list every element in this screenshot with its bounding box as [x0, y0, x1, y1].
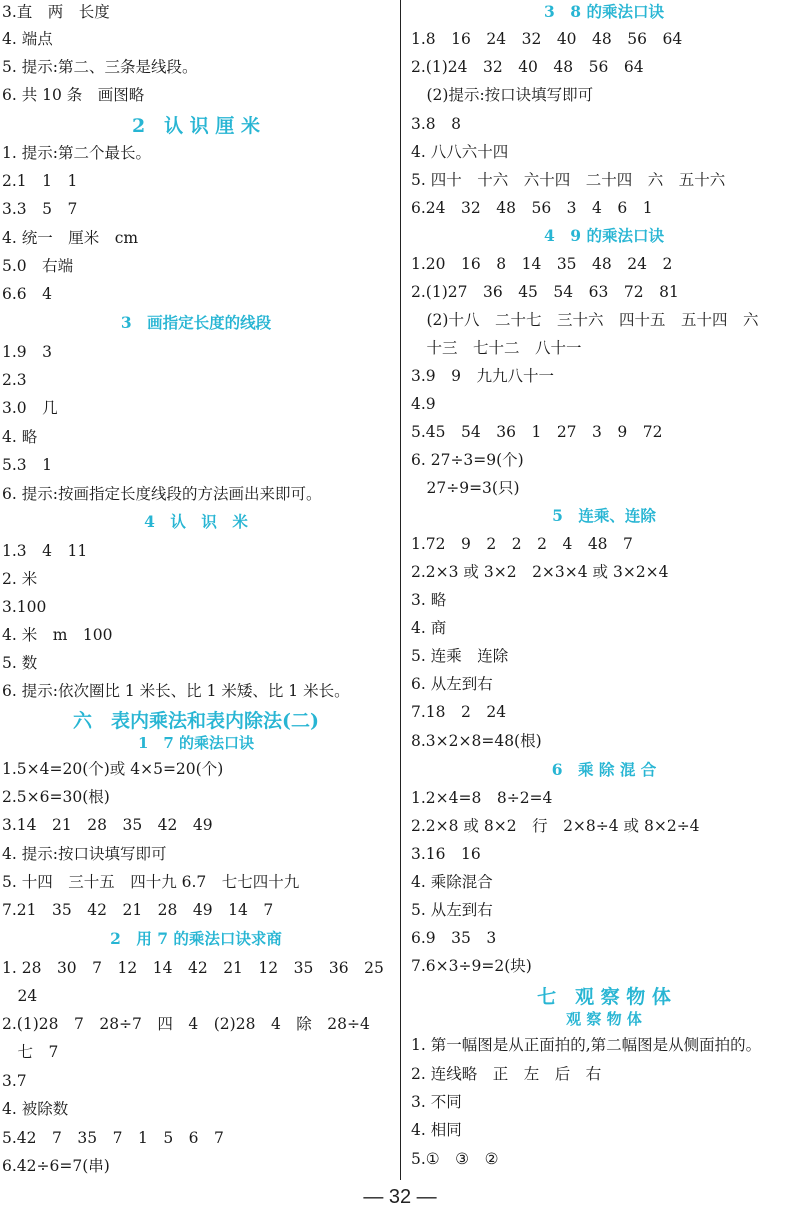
answer-line: 3.14 21 28 35 42 49 — [2, 816, 213, 834]
answer-line: 2.1 1 1 — [2, 172, 78, 190]
answer-line: 4. 统一 厘米 cm — [2, 229, 139, 247]
answer-line: 4. 提示:按口诀填写即可 — [2, 845, 167, 863]
answer-line: 5. 十四 三十五 四十九 6.7 七七四十九 — [2, 873, 300, 891]
answer-line: 1.72 9 2 2 2 4 48 7 — [411, 535, 633, 553]
answer-line: (2)十八 二十七 三十六 四十五 五十四 六 — [411, 311, 759, 329]
answer-line: 4. 端点 — [2, 30, 53, 48]
answer-line: 1.3 4 11 — [2, 542, 88, 560]
answer-line: (2)提示:按口诀填写即可 — [411, 86, 594, 104]
answer-line: 1.20 16 8 14 35 48 24 2 — [411, 255, 673, 273]
answer-line: 3.100 — [2, 598, 47, 616]
answer-line: 24 — [2, 987, 38, 1005]
answer-line: 1. 28 30 7 12 14 42 21 12 35 36 25 — [2, 959, 384, 977]
answer-line: 6.9 35 3 — [411, 929, 497, 947]
answer-line: 6. 27÷3=9(个) — [411, 451, 524, 469]
section-heading: 5 连乘、连除 — [552, 506, 656, 525]
section-heading: 4 认 识 米 — [144, 512, 248, 531]
answer-line: 5. 数 — [2, 654, 38, 672]
section-heading: 2 认 识 厘 米 — [131, 115, 261, 137]
answer-line: 5.45 54 36 1 27 3 9 72 — [411, 423, 663, 441]
page-number: — 32 — — [363, 1186, 437, 1208]
answer-line: 2. 连线略 正 左 后 右 — [411, 1065, 602, 1083]
answer-line: 2. 米 — [2, 570, 38, 588]
answer-line: 2.(1)28 7 28÷7 四 4 (2)28 4 除 28÷4 — [2, 1015, 370, 1033]
section-heading: 3 画指定长度的线段 — [120, 313, 272, 332]
answer-line: 7.21 35 42 21 28 49 14 7 — [2, 901, 274, 919]
section-heading: 七 观 察 物 体 — [537, 986, 671, 1008]
section-heading: 4 9 的乘法口诀 — [544, 226, 664, 245]
answer-line: 5. 四十 十六 六十四 二十四 六 五十六 — [411, 171, 726, 189]
answer-line: 27÷9=3(只) — [411, 479, 520, 497]
column-divider — [400, 0, 401, 1180]
answer-line: 4. 略 — [2, 428, 38, 446]
answer-line: 1.2×4=8 8÷2=4 — [411, 789, 553, 807]
answer-line: 2.(1)27 36 45 54 63 72 81 — [411, 283, 679, 301]
answer-line: 4. 相同 — [411, 1121, 462, 1139]
answer-line: 5.42 7 35 7 1 5 6 7 — [2, 1129, 224, 1147]
answer-line: 5.3 1 — [2, 456, 53, 474]
section-heading: 3 8 的乘法口诀 — [544, 2, 664, 21]
answer-line: 5. 从左到右 — [411, 901, 493, 919]
answer-line: 2.5×6=30(根) — [2, 788, 110, 806]
answer-line: 1. 第一幅图是从正面拍的,第二幅图是从侧面拍的。 — [411, 1036, 762, 1054]
answer-line: 4. 商 — [411, 619, 447, 637]
answer-line: 6.24 32 48 56 3 4 6 1 — [411, 199, 653, 217]
answer-line: 3.0 几 — [2, 399, 58, 417]
answer-line: 4. 被除数 — [2, 1100, 69, 1118]
answer-line: 6.6 4 — [2, 285, 53, 303]
answer-line: 4. 米 m 100 — [2, 626, 113, 644]
answer-line: 1. 提示:第二个最长。 — [2, 144, 151, 162]
section-heading: 6 乘 除 混 合 — [551, 760, 657, 779]
answer-line: 2.(1)24 32 40 48 56 64 — [411, 58, 644, 76]
answer-line: 1.9 3 — [2, 343, 53, 361]
answer-line: 4. 乘除混合 — [411, 873, 493, 891]
answer-line: 5. 连乘 连除 — [411, 647, 509, 665]
answer-line: 十三 七十二 八十一 — [411, 339, 582, 357]
section-heading: 六 表内乘法和表内除法(二) — [73, 710, 319, 732]
answer-line: 5. 提示:第二、三条是线段。 — [2, 58, 198, 76]
answer-line: 1.8 16 24 32 40 48 56 64 — [411, 30, 683, 48]
answer-line: 3.3 5 7 — [2, 200, 78, 218]
answer-line: 3.16 16 — [411, 845, 481, 863]
answer-line: 2.2×3 或 3×2 2×3×4 或 3×2×4 — [411, 563, 669, 581]
answer-line: 6. 从左到右 — [411, 675, 493, 693]
answer-line: 6.42÷6=7(串) — [2, 1157, 110, 1175]
section-heading: 1 7 的乘法口诀 — [137, 734, 255, 752]
answer-line: 1.5×4=20(个)或 4×5=20(个) — [2, 760, 224, 778]
answer-line: 5.① ③ ② — [411, 1150, 499, 1168]
answer-line: 2.2×8 或 8×2 行 2×8÷4 或 8×2÷4 — [411, 817, 700, 835]
answer-line: 8.3×2×8=48(根) — [411, 732, 542, 750]
answer-line: 4. 八八六十四 — [411, 143, 509, 161]
answer-line: 6. 共 10 条 画图略 — [2, 86, 145, 104]
answer-line: 3.8 8 — [411, 115, 462, 133]
answer-line: 6. 提示:按画指定长度线段的方法画出来即可。 — [2, 485, 322, 503]
answer-line: 3.9 9 九九八十一 — [411, 367, 555, 385]
answer-line: 6. 提示:依次圈比 1 米长、比 1 米矮、比 1 米长。 — [2, 682, 350, 700]
answer-line: 七 7 — [2, 1043, 59, 1061]
answer-line: 7.6×3÷9=2(块) — [411, 957, 532, 975]
answer-line: 4.9 — [411, 395, 436, 413]
answer-line: 3.直 两 长度 — [2, 3, 110, 21]
answer-line: 3. 略 — [411, 591, 447, 609]
answer-line: 7.18 2 24 — [411, 703, 507, 721]
answer-line: 3.7 — [2, 1072, 27, 1090]
answer-line: 2.3 — [2, 371, 27, 389]
section-heading: 观 察 物 体 — [566, 1010, 642, 1028]
section-heading: 2 用 7 的乘法口诀求商 — [110, 929, 282, 948]
answer-line: 5.0 右端 — [2, 257, 74, 275]
answer-line: 3. 不同 — [411, 1093, 462, 1111]
